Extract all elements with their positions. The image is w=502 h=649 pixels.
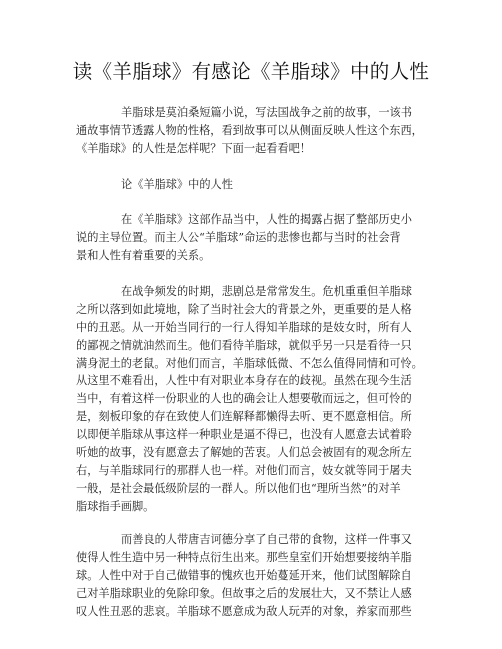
text-line: 而善良的人带唐吉诃德分享了自己带的食物，这样一件事又 [121,533,412,546]
text-line: 论《羊脂球》中的人性 [121,178,233,191]
text-line: 的鄙视之情就油然而生。他们看待羊脂球，就似乎另一只是看待一只 [76,338,412,352]
text-line: 当中，有着这样一份职业的人也的确会让人想要敬而远之，但可怜的 [76,392,412,406]
paragraph-body [76,283,426,516]
text-line: 脂球指手画脚。 [76,499,155,513]
text-line: 满身泥土的老鼠。对他们而言，羊脂球低微、不怎么值得同情和可怜。 [76,356,423,370]
text-line: 之所以落到如此境地，除了当时社会大的背景之外，更重要的是人格 [76,302,412,316]
paragraph-body [76,531,426,620]
text-line: 在《羊脂球》这部作品当中，人性的揭露占据了整部历史小 [121,213,412,226]
text-line: 右，与羊脂球同行的那群人也一样。对他们而言，妓女就等同于屠夫 [76,463,412,477]
text-line: 听她的故事，没有愿意去了解她的苦衷。人们总会被固有的观念所左 [76,446,412,460]
section-heading [76,176,426,194]
paragraph-body [76,211,426,265]
text-line: 叹人性丑恶的悲哀。羊脂球不愿意成为敌人玩弄的对象，养家而那些 [76,604,412,618]
text-line: 己对羊脂球职业的免除印象。但故事之后的发展壮大，又不禁让人感 [76,586,412,600]
document-title: 读《羊脂球》有感论《羊脂球》中的人性 [72,60,430,83]
text-line: 说的主导位置。而主人公“羊脂球”命运的悲惨也都与当时的社会背 [76,230,401,244]
text-line: 是，刻板印象的存在致使人们连解释都懒得去听、更不愿意相信。所 [76,410,412,424]
text-line: 通故事情节透露人物的性格，看到故事可以从侧面反映人性这个东西， [76,123,423,137]
text-line: 一般，是社会最低级阶层的一群人。所以他们也“理所当然”的对羊 [76,481,401,495]
text-line: 中的丑恶。从一开始当同行的一行人得知羊脂球的是妓女时，所有人 [76,320,412,334]
text-line: 球。人性中对于自己做错事的愧疚也开始蔓延开来，他们试图解除自 [76,568,412,582]
text-line: 使得人性生造中另一种特点衍生出来。那些皇室们开始想要接纳羊脂 [76,550,412,564]
paragraph-intro [76,104,426,158]
text-line: 从这里不难看出，人性中有对职业本身存在的歧视。虽然在现今生活 [76,374,412,388]
text-line: 以即便羊脂球从事这样一种职业是逼不得已，也没有人愿意去试着聆 [76,428,412,442]
text-line: 在战争频发的时期，悲剧总是常常发生。危机重重但羊脂球 [121,285,412,298]
text-line: 《羊脂球》的人性是怎样呢？下面一起看看吧！ [76,141,311,155]
text-line: 景和人性有着重要的关系。 [76,248,211,262]
text-line: 羊脂球是莫泊桑短篇小说，写法国战争之前的故事，一该书 [121,106,412,119]
